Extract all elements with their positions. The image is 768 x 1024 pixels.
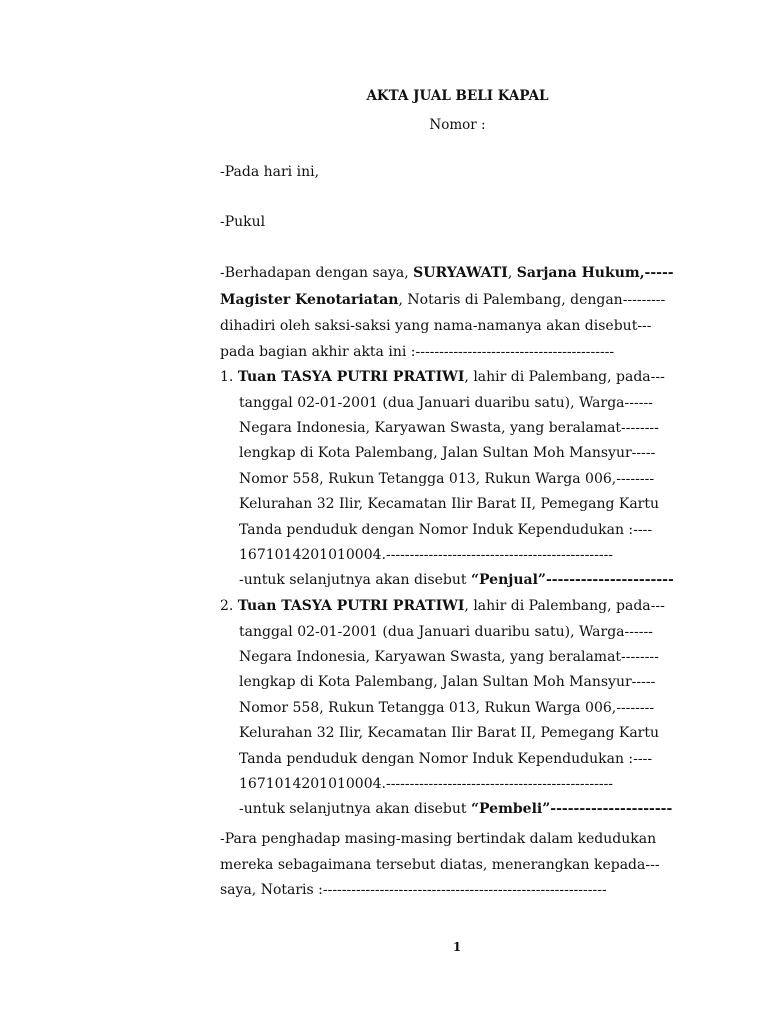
pukul-line: -Pukul: [220, 214, 266, 230]
party2-line-2: tanggal 02-01-2001 (dua Januari duaribu satu), Warga------: [239, 624, 653, 640]
party2-role: “Pembeli”---------------------: [470, 801, 673, 817]
berhadapan-line-3: dihadiri oleh saksi-saksi yang nama-namanya akan disebut---: [220, 318, 652, 334]
party1-role: “Penjual”----------------------: [470, 572, 674, 588]
berhadapan-line-2-rest: , Notaris di Palembang, dengan---------: [398, 292, 666, 308]
party1-line-1: [220, 367, 695, 387]
berhadapan-line-2: [220, 290, 695, 310]
party1-name: Tuan TASYA PUTRI PRATIWI: [237, 369, 465, 385]
party1-number: 1.: [220, 369, 238, 385]
party2-name: Tuan TASYA PUTRI PRATIWI: [237, 598, 465, 614]
berhadapan-line-1: [220, 263, 695, 283]
party1-line-2: tanggal 02-01-2001 (dua Januari duaribu satu), Warga------: [239, 395, 653, 411]
party1-line-4: lengkap di Kota Palembang, Jalan Sultan Moh Mansyur-----: [239, 445, 656, 461]
party2-role-line: [239, 799, 695, 819]
separator: ,: [507, 265, 517, 281]
pada-hari-line: -Pada hari ini,: [220, 164, 320, 180]
berhadapan-line-4: pada bagian akhir akta ini :------------------------------------------: [220, 344, 615, 360]
party1-line-6: Kelurahan 32 Ilir, Kecamatan Ilir Barat II, Pemegang Kartu: [239, 496, 660, 512]
party2-line-4: lengkap di Kota Palembang, Jalan Sultan Moh Mansyur-----: [239, 674, 656, 690]
party1-role-prefix: -untuk selanjutnya akan disebut: [239, 572, 471, 588]
party2-line-7: Tanda penduduk dengan Nomor Induk Kependudukan :----: [239, 751, 653, 767]
notary-degree: Sarjana Hukum: [516, 265, 640, 281]
party2-number: 2.: [220, 598, 238, 614]
party1-line-7: Tanda penduduk dengan Nomor Induk Kependudukan :----: [239, 522, 653, 538]
party1-line-3: Negara Indonesia, Karyawan Swasta, yang beralamat--------: [239, 420, 659, 436]
party1-role-line: [239, 570, 695, 590]
berhadapan-prefix: -Berhadapan dengan saya,: [220, 265, 414, 281]
party1-line-1-rest: , lahir di Palembang, pada---: [464, 369, 665, 385]
notary-degree-dash: ,-----: [639, 265, 674, 281]
document-title: AKTA JUAL BELI KAPAL: [366, 88, 549, 104]
party1-line-8: 1671014201010004.------------------------------------------------: [239, 547, 614, 563]
closing-line-2: mereka sebagaimana tersebut diatas, menerangkan kepada---: [220, 857, 660, 873]
party2-line-8: 1671014201010004.------------------------------------------------: [239, 776, 614, 792]
document-header: [220, 86, 695, 135]
party2-line-3: Negara Indonesia, Karyawan Swasta, yang beralamat--------: [239, 649, 659, 665]
party2-line-1-rest: , lahir di Palembang, pada---: [464, 598, 665, 614]
notary-master-degree: Magister Kenotariatan: [220, 292, 399, 308]
closing-line-3: saya, Notaris :------------------------------------------------------------: [220, 882, 607, 898]
party1-line-5: Nomor 558, Rukun Tetangga 013, Rukun Warga 006,--------: [239, 471, 655, 487]
page-number: 1: [452, 940, 462, 954]
party2-line-5: Nomor 558, Rukun Tetangga 013, Rukun Warga 006,--------: [239, 700, 655, 716]
document-number-label: Nomor :: [429, 117, 486, 133]
party2-line-6: Kelurahan 32 Ilir, Kecamatan Ilir Barat II, Pemegang Kartu: [239, 725, 660, 741]
party2-role-prefix: -untuk selanjutnya akan disebut: [239, 801, 471, 817]
closing-line-1: -Para penghadap masing-masing bertindak dalam kedudukan: [220, 831, 657, 847]
party2-line-1: [220, 596, 695, 616]
notary-name: SURYAWATI: [413, 265, 508, 281]
